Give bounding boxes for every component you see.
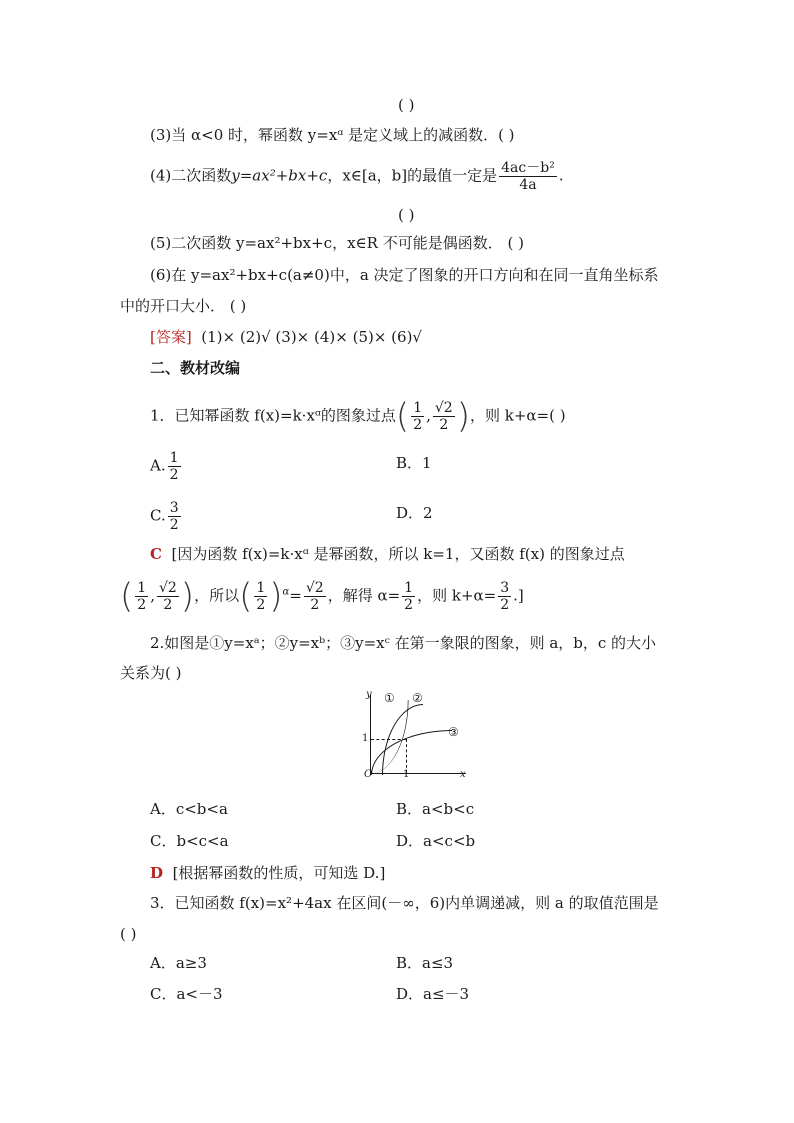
point-y-fraction: $\frac{√2}{2}$ bbox=[434, 400, 453, 433]
answer-row bbox=[150, 326, 422, 348]
problem-1-stem-text: 1．已知幂函数 f(x)=k·xᵅ的图象过点 bbox=[150, 406, 396, 425]
point-x-fraction: $\frac{1}{2}$ bbox=[413, 400, 423, 433]
statement-4-paren: ( ) bbox=[398, 206, 415, 224]
problem-2-stem-line1: 2.如图是①y=xᵃ；②y=xᵇ；③y=xᶜ 在第一象限的图象，则 a，b，c 的大小 bbox=[150, 634, 657, 652]
problem-3-stem-line1: 3．已知函数 f(x)=x²+4ax 在区间(－∞，6)内单调递减，则 a 的取值范围是 bbox=[150, 894, 659, 912]
statement-4-equation: y=ax²+bx+c bbox=[231, 166, 328, 185]
answer-paren: ( ) bbox=[398, 96, 415, 114]
problem-2-stem-line2: 关系为( ) bbox=[120, 664, 182, 682]
answer-label: [答案] bbox=[150, 328, 192, 346]
problem-3-option-b: B．a≤3 bbox=[396, 954, 454, 972]
problem-1-stem-end: ，则 k+α=( ) bbox=[469, 406, 566, 425]
problem-2-solution bbox=[150, 862, 385, 884]
problem-1-solution-line1 bbox=[150, 543, 625, 565]
x-axis-label: x bbox=[460, 769, 466, 780]
statement-6-line1: (6)在 y=ax²+bx+c(a≠0)中，a 决定了图象的开口方向和在同一直角坐标系 bbox=[150, 266, 659, 284]
problem-2-answer-letter: D bbox=[150, 864, 164, 882]
answer-text: (1)× (2)√ (3)× (4)× (5)× (6)√ bbox=[201, 328, 422, 346]
problem-1-option-c: C. $\frac{3}{2}$ bbox=[150, 500, 179, 533]
statement-4-prefix: (4)二次函数 bbox=[150, 166, 232, 185]
problem-1-answer-letter: C bbox=[150, 545, 162, 563]
problem-3-stem-line2: ( ) bbox=[120, 925, 137, 943]
curve-3-label: ③ bbox=[448, 725, 459, 739]
problem-3-option-d: D．a≤－3 bbox=[396, 985, 470, 1003]
curve-2-label: ② bbox=[412, 691, 423, 705]
problem-2-option-a: A．c<b<a bbox=[150, 800, 228, 818]
problem-1-option-d: D．2 bbox=[396, 504, 433, 522]
problem-2-option-d: D．a<c<b bbox=[396, 832, 476, 850]
statement-6-line2: 中的开口大小． ( ) bbox=[120, 297, 247, 315]
problem-1-option-a: A. $\frac{1}{2}$ bbox=[150, 450, 179, 483]
origin-label: O bbox=[364, 769, 373, 780]
problem-3-option-a: A．a≥3 bbox=[150, 954, 207, 972]
problem-2-solution-text: [根据幂函数的性质，可知选 D.] bbox=[172, 864, 386, 882]
x-tick-1: 1 bbox=[403, 769, 410, 780]
statement-3: (3)当 α<0 时，幂函数 y=xᵅ 是定义域上的减函数．( ) bbox=[150, 126, 515, 144]
statement-4: (4)二次函数y=ax²+bx+c，x∈[a，b]的最值一定是 $\frac{\text{4ac－b²}}{4a}$ . bbox=[150, 160, 564, 193]
problem-1-option-b: B．1 bbox=[396, 454, 432, 472]
problem-2-option-b: B．a<b<c bbox=[396, 800, 475, 818]
problem-1-solution-line2: ( $\frac{1}{2}$ , $\frac{√2}{2}$ )，所以( $\frac{1}{2}$ )$^\alpha$= $\frac{√2}{2}$ ，解得 α= $\frac{1}{2}$ ，则 k+α= $\frac{3}{2}$ .] bbox=[120, 576, 524, 617]
power-function-graph bbox=[352, 690, 472, 782]
problem-1-stem: 1．已知幂函数 f(x)=k·xᵅ的图象过点( $\frac{1}{2}$ , $\frac{√2}{2}$ )，则 k+α=( ) bbox=[150, 396, 566, 437]
problem-3-option-c: C．a<－3 bbox=[150, 985, 223, 1003]
curve-1-label: ① bbox=[384, 691, 395, 705]
statement-5: (5)二次函数 y=ax²+bx+c，x∈R 不可能是偶函数． ( ) bbox=[150, 234, 524, 252]
statement-4-fraction: $\frac{\text{4ac－b²}}{4a}$ bbox=[501, 160, 555, 193]
statement-4-mid: ，x∈[a，b]的最值一定是 bbox=[327, 166, 498, 185]
problem-1-solution-text: [因为函数 f(x)=k·xᵅ 是幂函数，所以 k=1，又函数 f(x) 的图象过点 bbox=[171, 545, 625, 563]
problem-2-option-c: C．b<c<a bbox=[150, 832, 229, 850]
y-axis-label: y bbox=[366, 689, 372, 700]
section-title: 二、教材改编 bbox=[150, 359, 241, 377]
y-tick-1: 1 bbox=[362, 733, 369, 744]
